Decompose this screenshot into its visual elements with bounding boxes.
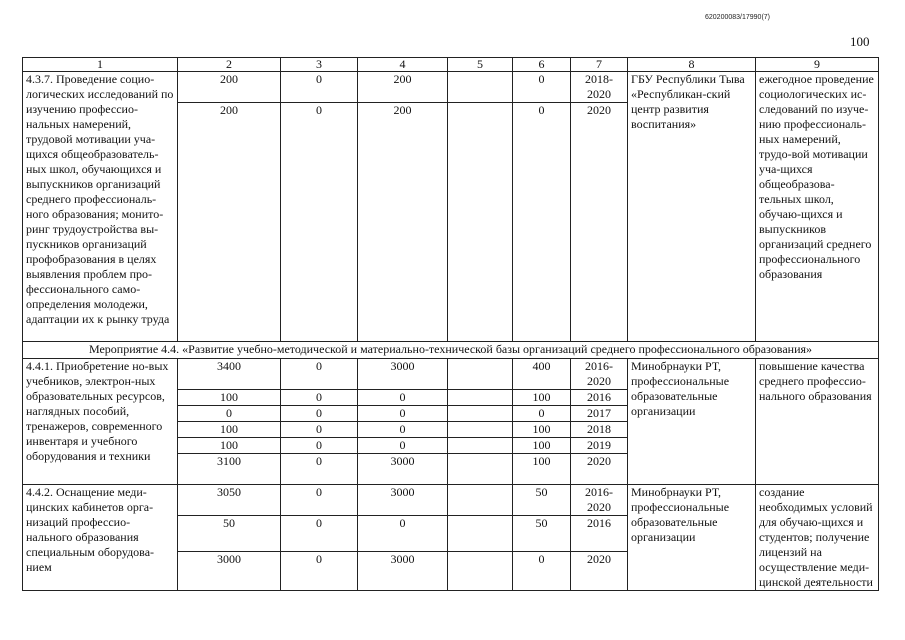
header-row xyxy=(23,58,879,72)
value-cell: 100 xyxy=(178,438,281,454)
header-cell: 2 xyxy=(178,58,281,72)
value-cell: 0 xyxy=(513,103,571,342)
activity-name: 4.4.1. Приобретение но-вых учебников, электрон-ных образовательных ресурсов, наглядных пособий, тренажеров, современного инвентаря и учебного оборудования и техники xyxy=(23,359,178,485)
header-cell: 4 xyxy=(358,58,448,72)
value-cell xyxy=(448,72,513,103)
value-cell: 0 xyxy=(281,552,358,591)
table-row xyxy=(23,485,879,516)
value-cell: 3000 xyxy=(358,454,448,485)
year-cell: 2016 xyxy=(571,390,628,406)
value-cell: 200 xyxy=(178,72,281,103)
value-cell: 200 xyxy=(358,72,448,103)
value-cell: 100 xyxy=(178,422,281,438)
header-cell: 9 xyxy=(756,58,879,72)
value-cell: 3000 xyxy=(358,485,448,516)
table-row xyxy=(23,342,879,359)
header-cell: 1 xyxy=(23,58,178,72)
value-cell: 0 xyxy=(281,422,358,438)
year-cell: 2018-2020 xyxy=(571,72,628,103)
year-cell: 2017 xyxy=(571,406,628,422)
value-cell: 3000 xyxy=(358,359,448,390)
activity-name: 4.4.2. Оснащение меди-цинских кабинетов орга-низаций профессио-нального образования специальным оборудова-нием xyxy=(23,485,178,591)
table-row xyxy=(23,72,879,103)
value-cell: 0 xyxy=(513,72,571,103)
value-cell: 0 xyxy=(358,516,448,552)
value-cell: 0 xyxy=(281,359,358,390)
header-cell: 6 xyxy=(513,58,571,72)
value-cell: 50 xyxy=(513,485,571,516)
table-row xyxy=(23,359,879,390)
year-cell: 2020 xyxy=(571,454,628,485)
year-cell: 2016-2020 xyxy=(571,359,628,390)
value-cell xyxy=(448,359,513,390)
value-cell: 0 xyxy=(281,485,358,516)
header-cell: 3 xyxy=(281,58,358,72)
result-cell: создание необходимых условий для обучаю-щихся и студентов; получение лицензий на осуществление меди-цинской деятельности xyxy=(756,485,879,591)
document-id: 620200083/17990(7) xyxy=(705,14,771,21)
value-cell: 100 xyxy=(513,390,571,406)
value-cell: 3400 xyxy=(178,359,281,390)
value-cell: 0 xyxy=(281,516,358,552)
value-cell: 0 xyxy=(281,103,358,342)
value-cell: 0 xyxy=(513,406,571,422)
value-cell: 0 xyxy=(358,390,448,406)
value-cell: 0 xyxy=(281,454,358,485)
year-cell: 2016-2020 xyxy=(571,485,628,516)
value-cell: 0 xyxy=(281,390,358,406)
header-cell: 5 xyxy=(448,58,513,72)
value-cell xyxy=(448,552,513,591)
value-cell: 0 xyxy=(281,406,358,422)
value-cell: 200 xyxy=(178,103,281,342)
value-cell: 3050 xyxy=(178,485,281,516)
executor-cell: Минобрнауки РТ, профессиональные образовательные организации xyxy=(628,359,756,485)
value-cell: 3000 xyxy=(178,552,281,591)
value-cell: 0 xyxy=(178,406,281,422)
value-cell: 50 xyxy=(178,516,281,552)
value-cell: 0 xyxy=(513,552,571,591)
value-cell: 3100 xyxy=(178,454,281,485)
year-cell: 2019 xyxy=(571,438,628,454)
value-cell xyxy=(448,103,513,342)
executor-cell: ГБУ Республики Тыва «Республикан-ский центр развития воспитания» xyxy=(628,72,756,342)
value-cell: 50 xyxy=(513,516,571,552)
value-cell: 100 xyxy=(513,454,571,485)
value-cell: 3000 xyxy=(358,552,448,591)
result-cell: ежегодное проведение социологических ис-следований по изуче-нию профессиональ-ных намерений, трудо-вой мотивации уча-щихся общеобразова-тельных школ, обучаю-щихся и выпускников организаций среднего профессионального образования xyxy=(756,72,879,342)
value-cell: 100 xyxy=(513,422,571,438)
value-cell xyxy=(448,390,513,406)
activity-name: 4.3.7. Проведение социо-логических исследований по изучению профессио-нальных намерений, трудовой мотивации уча-щихся общеобразователь-ных школ, обучающихся и выпускников организаций среднего профессиональ-ного образования; монито-ринг трудоустройства вы-пускников организаций профобразования в целях выявления проблем про-фессионального само-определения молодежи, адаптации их к рынку труда xyxy=(23,72,178,342)
value-cell: 200 xyxy=(358,103,448,342)
value-cell xyxy=(448,454,513,485)
value-cell: 0 xyxy=(281,72,358,103)
value-cell: 100 xyxy=(178,390,281,406)
header-cell: 8 xyxy=(628,58,756,72)
value-cell: 0 xyxy=(281,438,358,454)
program-table xyxy=(22,57,879,591)
year-cell: 2020 xyxy=(571,552,628,591)
value-cell xyxy=(448,422,513,438)
value-cell: 0 xyxy=(358,422,448,438)
value-cell: 0 xyxy=(358,438,448,454)
value-cell xyxy=(448,406,513,422)
value-cell xyxy=(448,485,513,516)
year-cell: 2020 xyxy=(571,103,628,342)
value-cell xyxy=(448,516,513,552)
value-cell: 400 xyxy=(513,359,571,390)
event-heading: Мероприятие 4.4. «Развитие учебно-методической и материально-технической базы организаций среднего профессионального образования» xyxy=(23,342,879,359)
year-cell: 2018 xyxy=(571,422,628,438)
value-cell: 100 xyxy=(513,438,571,454)
header-cell: 7 xyxy=(571,58,628,72)
result-cell: повышение качества среднего профессио-нального образования xyxy=(756,359,879,485)
year-cell: 2016 xyxy=(571,516,628,552)
page-number: 100 xyxy=(850,34,870,49)
value-cell xyxy=(448,438,513,454)
executor-cell: Минобрнауки РТ, профессиональные образовательные организации xyxy=(628,485,756,591)
value-cell: 0 xyxy=(358,406,448,422)
